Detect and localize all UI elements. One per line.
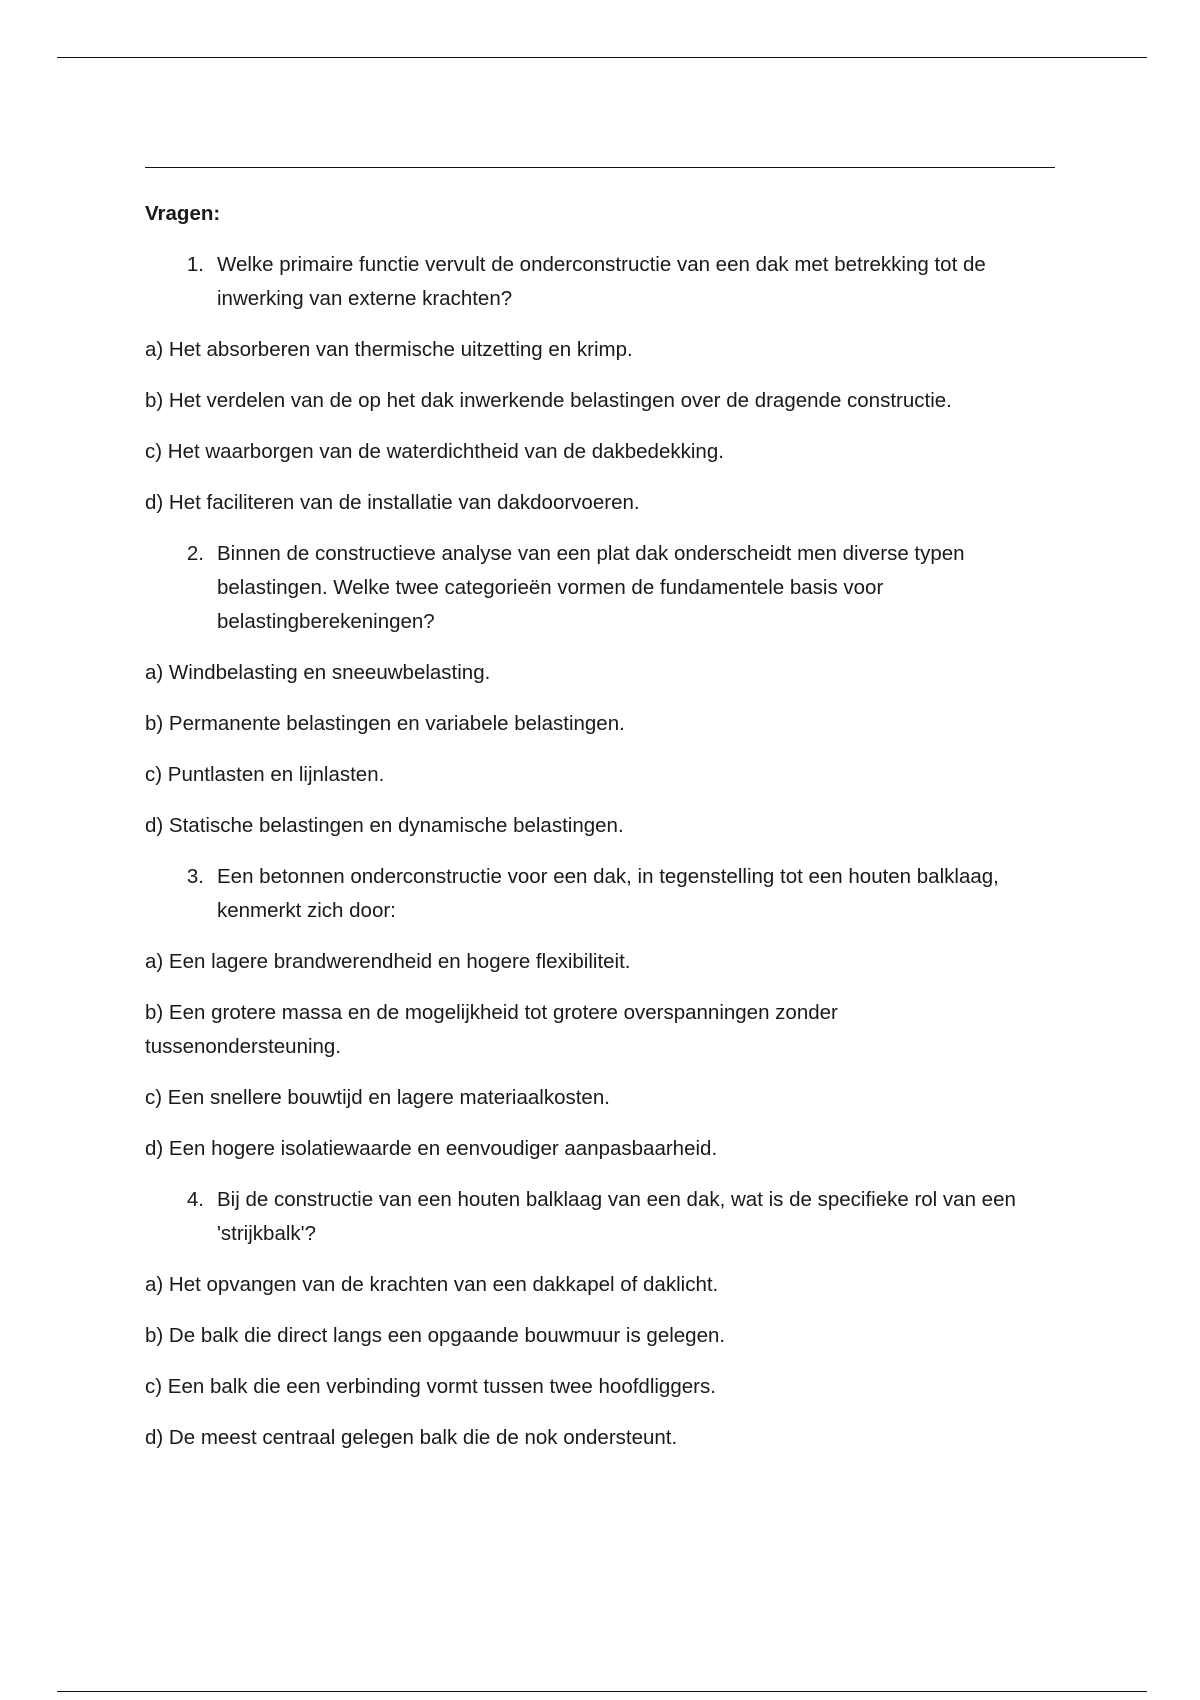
answer-option-b: b) Het verdelen van de op het dak inwerkende belastingen over de dragende constructie. [145,389,952,412]
question-text: Welke primaire functie vervult de onderconstructie van een dak met betrekking tot de inwerking van externe krachten? [217,253,986,310]
answer-option-d: d) Een hogere isolatiewaarde en eenvoudiger aanpasbaarheid. [145,1137,718,1160]
answer-option-b: b) De balk die direct langs een opgaande bouwmuur is gelegen. [145,1324,726,1347]
answer-option-c: c) Het waarborgen van de waterdichtheid van de dakbedekking. [145,440,724,463]
question-2 [145,537,1045,639]
answer-option-d: d) Het faciliteren van de installatie van dakdoorvoeren. [145,491,640,514]
answer-option-c: c) Een snellere bouwtijd en lagere materiaalkosten. [145,1086,610,1109]
question-text: Binnen de constructieve analyse van een plat dak onderscheidt men diverse typen belastingen. Welke twee categorieën vormen de fundamentele basis voor belastingberekeningen? [217,542,965,633]
question-number: 3. [186,865,204,888]
question-1 [145,248,1045,316]
question-text: Een betonnen onderconstructie voor een dak, in tegenstelling tot een houten balklaag, kenmerkt zich door: [217,865,999,922]
answer-option-a: a) Het opvangen van de krachten van een dakkapel of daklicht. [145,1273,719,1296]
question-number: 4. [186,1188,204,1211]
section-divider [145,167,1055,168]
answer-option-a: a) Windbelasting en sneeuwbelasting. [145,661,491,684]
question-number: 2. [186,542,204,565]
question-3 [145,860,1045,928]
section-heading: Vragen: [145,202,221,225]
answer-option-c: c) Puntlasten en lijnlasten. [145,763,385,786]
question-4 [145,1183,1045,1251]
answer-option-d: d) Statische belastingen en dynamische belastingen. [145,814,624,837]
questions-section [145,197,1045,1472]
answer-option-b: b) Permanente belastingen en variabele belastingen. [145,712,625,735]
answer-option-b: b) Een grotere massa en de mogelijkheid tot grotere overspanningen zonder tussenondersteuning. [145,1001,838,1058]
answer-option-a: a) Een lagere brandwerendheid en hogere flexibiliteit. [145,950,631,973]
answer-option-a: a) Het absorberen van thermische uitzetting en krimp. [145,338,633,361]
page-bottom-rule [57,1691,1147,1692]
question-number: 1. [186,253,204,276]
answer-option-c: c) Een balk die een verbinding vormt tussen twee hoofdliggers. [145,1375,716,1398]
question-text: Bij de constructie van een houten balklaag van een dak, wat is de specifieke rol van een 'strijkbalk'? [217,1188,1016,1245]
answer-option-d: d) De meest centraal gelegen balk die de nok ondersteunt. [145,1426,678,1449]
page-top-rule [57,57,1147,58]
